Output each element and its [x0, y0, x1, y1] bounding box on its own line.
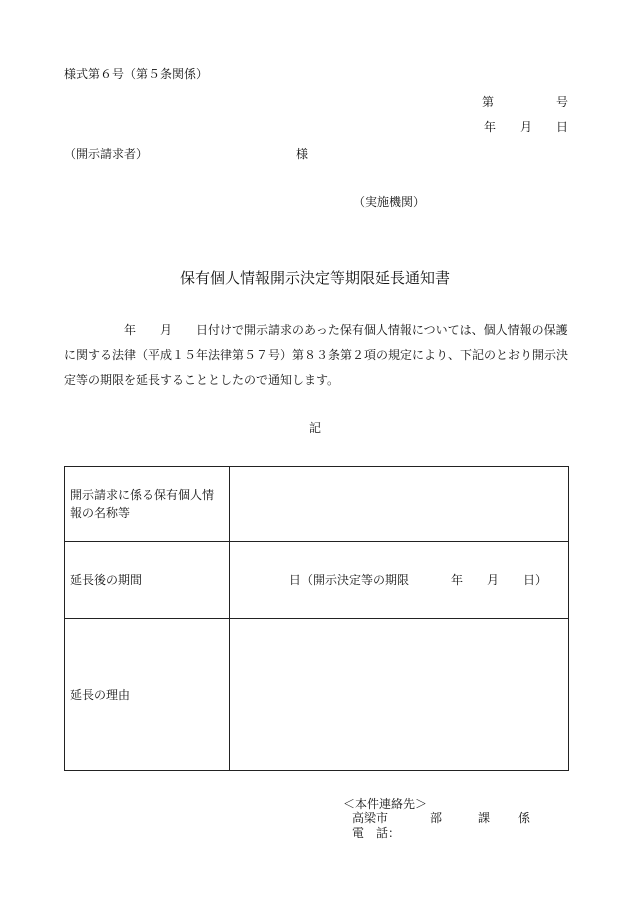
contact-department: 部	[430, 811, 443, 825]
agency-label: （実施機関）	[353, 195, 426, 209]
info-name-value	[230, 467, 569, 542]
document-title: 保有個人情報開示決定等期限延長通知書	[179, 269, 450, 287]
body-text: 年 月 日付けで開示請求のあった保有個人情報については、個人情報の保護に関する法律（平成１５年法律第５７号）第８３条第２項の規定により、下記のとおり開示決定等の期限を延長することとしたので通知します。	[64, 323, 569, 387]
date-month: 月	[520, 120, 533, 134]
period-day: 日	[288, 573, 301, 587]
extension-reason-label: 延長の理由	[65, 619, 230, 771]
period-day-close: 日）	[522, 573, 547, 587]
contact-unit: 係	[518, 811, 531, 825]
document-number-prefix: 第	[482, 95, 495, 109]
extension-reason-value	[230, 619, 569, 771]
form-number: 様式第６号（第５条関係）	[64, 67, 209, 81]
date-year: 年	[484, 120, 497, 134]
table-row	[65, 619, 569, 771]
table-row	[65, 467, 569, 542]
contact-phone: 電 話：	[352, 826, 401, 840]
contact-heading: ＜本件連絡先＞	[343, 797, 428, 811]
requester-honorific: 様	[296, 147, 309, 161]
period-year: 年	[450, 573, 463, 587]
extended-period-value	[230, 542, 569, 619]
period-deadline: （開示決定等の期限	[300, 573, 409, 587]
date-day: 日	[556, 120, 569, 134]
detail-table	[64, 466, 569, 771]
extended-period-label: 延長後の期間	[65, 542, 230, 619]
ki-heading: 記	[308, 421, 321, 435]
table-row	[65, 542, 569, 619]
info-name-label: 開示請求に係る保有個人情報の名称等	[65, 467, 230, 542]
contact-section: 課	[478, 811, 491, 825]
period-month: 月	[486, 573, 499, 587]
contact-city: 高梁市	[352, 811, 389, 825]
requester-label: （開示請求者）	[64, 147, 149, 161]
document-number-suffix: 号	[556, 95, 569, 109]
